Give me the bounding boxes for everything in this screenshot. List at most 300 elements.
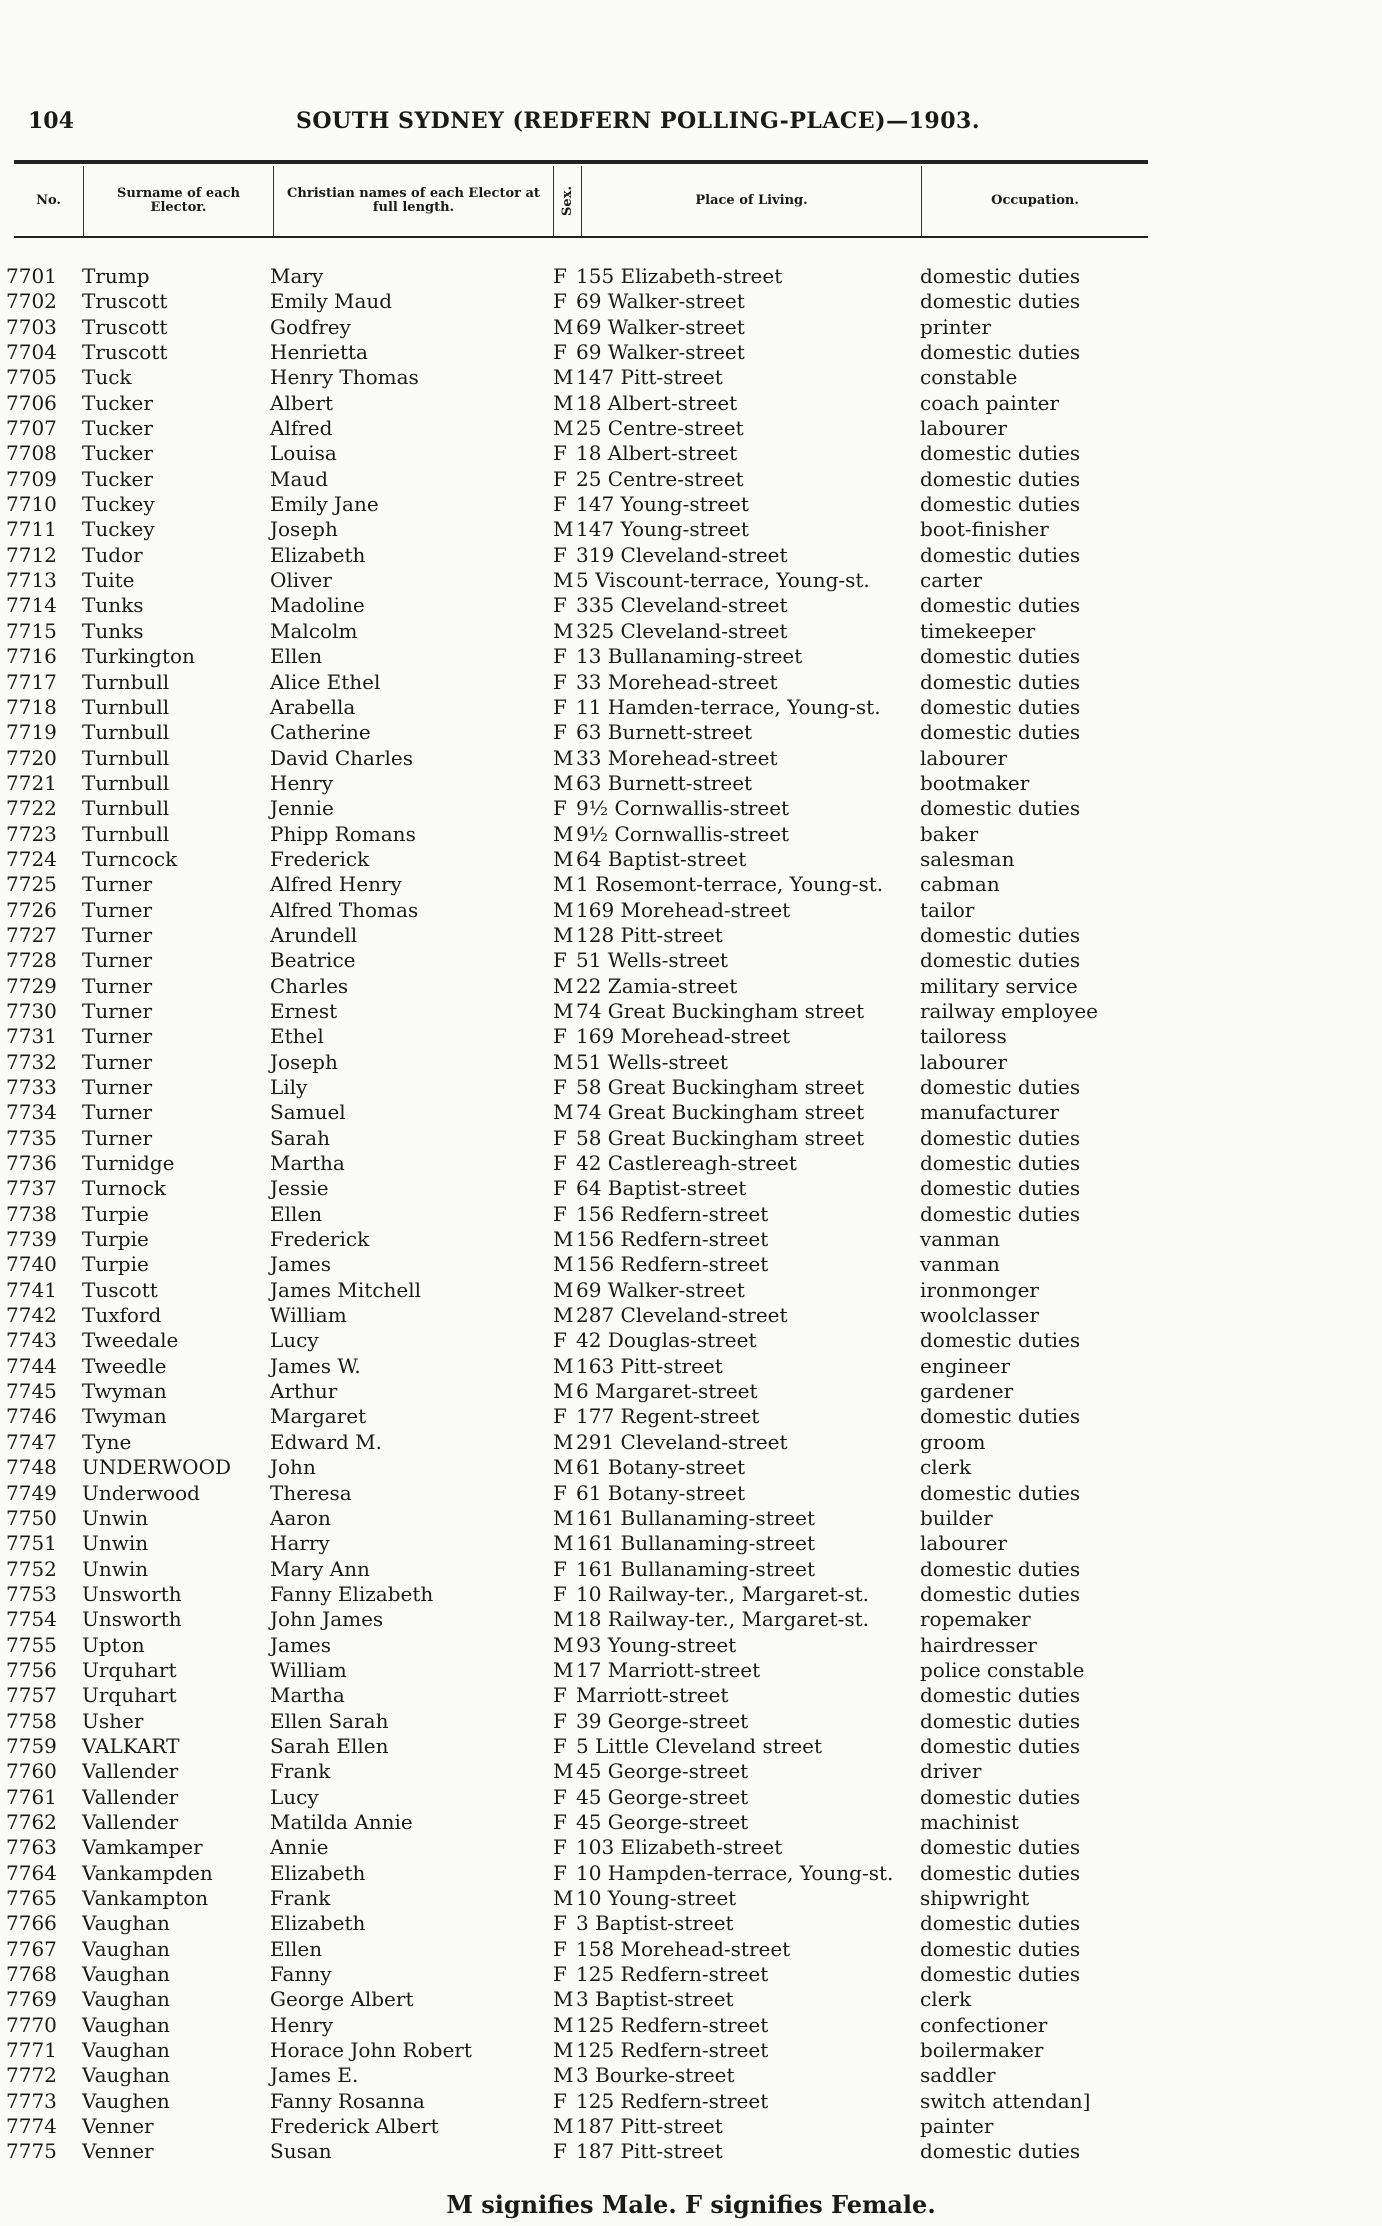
- elector-sex: M: [553, 390, 574, 415]
- elector-number: 7765: [6, 1886, 57, 1910]
- elector-surname: Turpie: [82, 1201, 149, 1226]
- table-row: [0, 1430, 1160, 1455]
- elector-sex: M: [553, 365, 574, 390]
- elector-sex: M: [553, 1379, 574, 1404]
- elector-sex: F: [553, 1936, 567, 1961]
- elector-number: 7706: [6, 390, 57, 415]
- column-header-christian-names: Christian names of each Elector at full length.: [274, 166, 554, 236]
- elector-sex: M: [553, 897, 574, 922]
- elector-sex: F: [553, 669, 567, 694]
- elector-christian-names: John: [270, 1455, 316, 1480]
- table-row: [0, 1709, 1160, 1734]
- elector-number: 7756: [6, 1657, 57, 1682]
- elector-surname: Vallender: [82, 1784, 179, 1809]
- table-row: [0, 1202, 1160, 1227]
- elector-number: 7726: [6, 897, 57, 922]
- elector-sex: F: [553, 1835, 567, 1860]
- elector-christian-names: Phipp Romans: [270, 821, 416, 846]
- elector-surname: Tuite: [82, 568, 135, 593]
- table-row: [0, 441, 1160, 466]
- elector-number: 7721: [6, 770, 57, 795]
- elector-place: 3 Baptist-street: [576, 1987, 734, 2012]
- elector-place: 11 Hamden-terrace, Young-st.: [576, 694, 881, 719]
- elector-occupation: labourer: [920, 1531, 1008, 1556]
- elector-occupation: ironmonger: [920, 1277, 1039, 1302]
- elector-number: 7703: [6, 314, 57, 339]
- table-row: [0, 1481, 1160, 1506]
- elector-place: 9½ Cornwallis-street: [576, 796, 790, 821]
- elector-place: 18 Albert-street: [576, 390, 738, 415]
- elector-surname: Turner: [82, 922, 153, 947]
- elector-sex: M: [553, 922, 574, 947]
- elector-sex: F: [553, 948, 567, 973]
- elector-christian-names: Ellen: [270, 1936, 323, 1961]
- table-row: [0, 1303, 1160, 1328]
- table-row: [0, 1100, 1160, 1125]
- elector-sex: F: [553, 694, 567, 719]
- elector-surname: Turner: [82, 948, 153, 973]
- elector-christian-names: Frederick: [270, 846, 370, 871]
- elector-occupation: domestic duties: [920, 1936, 1081, 1961]
- table-row: [0, 2114, 1160, 2139]
- elector-number: 7751: [6, 1531, 57, 1556]
- elector-place: 45 George-street: [576, 1809, 749, 1834]
- table-row: [0, 644, 1160, 669]
- elector-place: 5 Little Cleveland street: [576, 1733, 823, 1758]
- table-row: [0, 1633, 1160, 1658]
- elector-place: 147 Young-street: [576, 492, 749, 517]
- elector-occupation: groom: [920, 1429, 986, 1454]
- elector-sex: M: [553, 2038, 574, 2063]
- table-row: [0, 391, 1160, 416]
- elector-number: 7730: [6, 998, 57, 1023]
- elector-occupation: domestic duties: [920, 466, 1081, 491]
- elector-christian-names: David Charles: [270, 745, 413, 770]
- elector-number: 7744: [6, 1353, 57, 1378]
- elector-place: 147 Young-street: [576, 517, 749, 542]
- elector-occupation: shipwright: [920, 1886, 1030, 1910]
- elector-christian-names: Lucy: [270, 1328, 319, 1353]
- elector-number: 7771: [6, 2038, 57, 2063]
- elector-place: 9½ Cornwallis-street: [576, 821, 790, 846]
- elector-place: 33 Morehead-street: [576, 745, 778, 770]
- elector-occupation: carter: [920, 568, 983, 593]
- elector-place: 69 Walker-street: [576, 340, 745, 365]
- elector-occupation: tailoress: [920, 1024, 1007, 1049]
- elector-christian-names: Emily Maud: [270, 289, 393, 314]
- elector-place: 187 Pitt-street: [576, 2139, 723, 2164]
- elector-occupation: boilermaker: [920, 2038, 1044, 2063]
- elector-surname: Turnbull: [82, 770, 170, 795]
- elector-place: 128 Pitt-street: [576, 922, 723, 947]
- elector-sex: M: [553, 2063, 574, 2088]
- elector-place: 93 Young-street: [576, 1632, 737, 1657]
- elector-christian-names: Malcolm: [270, 618, 358, 643]
- table-row: [0, 1987, 1160, 2012]
- elector-occupation: domestic duties: [920, 1176, 1081, 1201]
- elector-christian-names: Charles: [270, 973, 349, 998]
- elector-number: 7704: [6, 340, 57, 365]
- table-row: [0, 1734, 1160, 1759]
- elector-number: 7750: [6, 1505, 57, 1530]
- elector-christian-names: Fanny Rosanna: [270, 2088, 425, 2113]
- elector-occupation: labourer: [920, 1049, 1008, 1074]
- table-row: [0, 1582, 1160, 1607]
- elector-occupation: domestic duties: [920, 1683, 1081, 1708]
- elector-place: 5 Viscount-terrace, Young-st.: [576, 568, 870, 593]
- elector-sex: M: [553, 872, 574, 897]
- elector-place: 42 Castlereagh-street: [576, 1151, 797, 1176]
- elector-sex: M: [553, 1531, 574, 1556]
- elector-christian-names: Theresa: [270, 1480, 352, 1505]
- elector-surname: Vaughan: [82, 1936, 170, 1961]
- table-row: [0, 1354, 1160, 1379]
- elector-number: 7722: [6, 796, 57, 821]
- elector-surname: Truscott: [82, 314, 168, 339]
- elector-surname: Vaughan: [82, 1962, 170, 1987]
- elector-christian-names: James: [270, 1252, 332, 1277]
- elector-place: 45 George-street: [576, 1759, 749, 1784]
- elector-occupation: bootmaker: [920, 770, 1030, 795]
- elector-surname: Turner: [82, 1125, 153, 1150]
- elector-christian-names: Maud: [270, 466, 329, 491]
- elector-occupation: railway employee: [920, 998, 1098, 1023]
- elector-surname: Turnbull: [82, 694, 170, 719]
- elector-number: 7710: [6, 492, 57, 517]
- elector-occupation: builder: [920, 1505, 993, 1530]
- elector-christian-names: Edward M.: [270, 1429, 383, 1454]
- elector-christian-names: Sarah: [270, 1125, 330, 1150]
- elector-place: 33 Morehead-street: [576, 669, 778, 694]
- elector-number: 7739: [6, 1227, 57, 1252]
- elector-place: 156 Redfern-street: [576, 1227, 769, 1252]
- table-row: [0, 568, 1160, 593]
- elector-surname: Turnbull: [82, 821, 170, 846]
- table-row: [0, 771, 1160, 796]
- elector-surname: Usher: [82, 1708, 144, 1733]
- elector-place: 335 Cleveland-street: [576, 593, 788, 618]
- elector-sex: M: [553, 1759, 574, 1784]
- elector-place: 69 Walker-street: [576, 314, 745, 339]
- elector-sex: F: [553, 644, 567, 669]
- elector-place: 125 Redfern-street: [576, 2012, 769, 2037]
- elector-number: 7761: [6, 1784, 57, 1809]
- elector-surname: Unwin: [82, 1531, 149, 1556]
- elector-place: 51 Wells-street: [576, 1049, 728, 1074]
- table-row: [0, 974, 1160, 999]
- elector-sex: M: [553, 1049, 574, 1074]
- table-row: [0, 720, 1160, 745]
- elector-surname: Tucker: [82, 441, 153, 466]
- elector-occupation: domestic duties: [920, 948, 1081, 973]
- elector-occupation: domestic duties: [920, 669, 1081, 694]
- elector-place: 161 Bullanaming-street: [576, 1531, 816, 1556]
- elector-number: 7733: [6, 1075, 57, 1099]
- elector-christian-names: Oliver: [270, 568, 332, 593]
- elector-occupation: labourer: [920, 745, 1008, 770]
- elector-place: 147 Pitt-street: [576, 365, 723, 390]
- elector-christian-names: Madoline: [270, 593, 365, 618]
- elector-christian-names: Catherine: [270, 720, 371, 745]
- elector-sex: M: [553, 1227, 574, 1252]
- elector-christian-names: Elizabeth: [270, 542, 366, 567]
- elector-sex: M: [553, 1252, 574, 1277]
- elector-christian-names: Samuel: [270, 1100, 346, 1125]
- header-rule: [14, 160, 1148, 164]
- elector-occupation: domestic duties: [920, 694, 1081, 719]
- elector-place: 13 Bullanaming-street: [576, 644, 803, 669]
- elector-christian-names: Ellen Sarah: [270, 1708, 389, 1733]
- elector-sex: F: [553, 796, 567, 821]
- elector-surname: Tuck: [82, 365, 132, 390]
- table-row: [0, 2089, 1160, 2114]
- table-row: [0, 1278, 1160, 1303]
- elector-occupation: domestic duties: [920, 1733, 1081, 1758]
- table-row: [0, 796, 1160, 821]
- elector-place: 1 Rosemont-terrace, Young-st.: [576, 872, 884, 897]
- elector-christian-names: George Albert: [270, 1987, 414, 2012]
- elector-place: 58 Great Buckingham street: [576, 1075, 865, 1099]
- table-row: [0, 1658, 1160, 1683]
- elector-christian-names: Albert: [270, 390, 334, 415]
- elector-number: 7719: [6, 720, 57, 745]
- elector-number: 7769: [6, 1987, 57, 2012]
- table-row: [0, 264, 1160, 289]
- elector-number: 7753: [6, 1581, 57, 1606]
- elector-christian-names: Alfred Thomas: [270, 897, 419, 922]
- elector-place: 18 Albert-street: [576, 441, 738, 466]
- elector-place: 6 Margaret-street: [576, 1379, 758, 1404]
- elector-place: 187 Pitt-street: [576, 2114, 723, 2139]
- elector-sex: F: [553, 1809, 567, 1834]
- elector-number: 7754: [6, 1607, 57, 1632]
- elector-christian-names: Louisa: [270, 441, 337, 466]
- elector-occupation: military service: [920, 973, 1078, 998]
- elector-place: 63 Burnett-street: [576, 720, 753, 745]
- elector-place: 51 Wells-street: [576, 948, 728, 973]
- elector-table: [0, 264, 1160, 2165]
- elector-christian-names: Joseph: [270, 517, 338, 542]
- elector-number: 7773: [6, 2088, 57, 2113]
- elector-surname: Vankampden: [82, 1860, 213, 1885]
- elector-sex: M: [553, 517, 574, 542]
- table-row: [0, 2038, 1160, 2063]
- elector-sex: M: [553, 1277, 574, 1302]
- elector-christian-names: Henry: [270, 2012, 334, 2037]
- elector-sex: F: [553, 1328, 567, 1353]
- elector-occupation: domestic duties: [920, 542, 1081, 567]
- elector-surname: Turner: [82, 872, 153, 897]
- elector-sex: M: [553, 745, 574, 770]
- elector-place: 18 Railway-ter., Margaret-st.: [576, 1607, 869, 1632]
- elector-number: 7772: [6, 2063, 57, 2088]
- elector-number: 7767: [6, 1936, 57, 1961]
- elector-christian-names: Beatrice: [270, 948, 356, 973]
- elector-sex: M: [553, 973, 574, 998]
- elector-christian-names: Margaret: [270, 1404, 367, 1429]
- elector-occupation: domestic duties: [920, 1151, 1081, 1176]
- table-row: [0, 1176, 1160, 1201]
- elector-sex: M: [553, 2012, 574, 2037]
- elector-number: 7763: [6, 1835, 57, 1860]
- elector-sex: M: [553, 1429, 574, 1454]
- elector-sex: M: [553, 1455, 574, 1480]
- elector-surname: Urquhart: [82, 1657, 177, 1682]
- elector-place: 163 Pitt-street: [576, 1353, 723, 1378]
- elector-christian-names: Arthur: [270, 1379, 338, 1404]
- elector-place: 58 Great Buckingham street: [576, 1125, 865, 1150]
- elector-surname: Turnidge: [82, 1151, 175, 1176]
- elector-surname: Turner: [82, 1100, 153, 1125]
- elector-number: 7764: [6, 1860, 57, 1885]
- table-row: [0, 1379, 1160, 1404]
- footer-note: M signifies Male. F signifies Female.: [446, 2190, 936, 2219]
- elector-number: 7768: [6, 1962, 57, 1987]
- elector-place: 25 Centre-street: [576, 416, 744, 441]
- elector-number: 7738: [6, 1201, 57, 1226]
- elector-christian-names: Frank: [270, 1886, 331, 1910]
- elector-number: 7745: [6, 1379, 57, 1404]
- elector-number: 7729: [6, 973, 57, 998]
- elector-place: 3 Bourke-street: [576, 2063, 735, 2088]
- table-row: [0, 1075, 1160, 1100]
- table-row: [0, 315, 1160, 340]
- elector-sex: M: [553, 1657, 574, 1682]
- elector-place: 156 Redfern-street: [576, 1252, 769, 1277]
- elector-christian-names: Lucy: [270, 1784, 319, 1809]
- elector-place: 103 Elizabeth-street: [576, 1835, 783, 1860]
- elector-place: 325 Cleveland-street: [576, 618, 788, 643]
- elector-place: 155 Elizabeth-street: [576, 264, 783, 288]
- column-header-occupation: Occupation.: [991, 193, 1079, 208]
- elector-occupation: domestic duties: [920, 1784, 1081, 1809]
- elector-surname: Turner: [82, 1024, 153, 1049]
- elector-number: 7701: [6, 264, 57, 288]
- elector-number: 7746: [6, 1404, 57, 1429]
- elector-surname: Unsworth: [82, 1607, 182, 1632]
- table-row: [0, 593, 1160, 618]
- table-row: [0, 1328, 1160, 1353]
- elector-number: 7716: [6, 644, 57, 669]
- elector-occupation: domestic duties: [920, 1835, 1081, 1860]
- elector-surname: Twyman: [82, 1379, 167, 1404]
- elector-occupation: domestic duties: [920, 1962, 1081, 1987]
- elector-occupation: painter: [920, 2114, 994, 2139]
- table-row: [0, 999, 1160, 1024]
- table-row: [0, 898, 1160, 923]
- elector-sex: M: [553, 1505, 574, 1530]
- elector-christian-names: Frank: [270, 1759, 331, 1784]
- table-row: [0, 1683, 1160, 1708]
- elector-surname: Vaughan: [82, 1987, 170, 2012]
- elector-sex: M: [553, 314, 574, 339]
- elector-christian-names: James Mitchell: [270, 1277, 421, 1302]
- elector-number: 7770: [6, 2012, 57, 2037]
- table-row: [0, 1050, 1160, 1075]
- elector-sex: F: [553, 1733, 567, 1758]
- elector-surname: Turnbull: [82, 720, 170, 745]
- elector-number: 7775: [6, 2139, 57, 2164]
- table-row: [0, 1024, 1160, 1049]
- elector-number: 7758: [6, 1708, 57, 1733]
- elector-place: 45 George-street: [576, 1784, 749, 1809]
- elector-occupation: confectioner: [920, 2012, 1048, 2037]
- elector-christian-names: Jennie: [270, 796, 334, 821]
- elector-occupation: domestic duties: [920, 492, 1081, 517]
- elector-occupation: domestic duties: [920, 1075, 1081, 1099]
- elector-occupation: manufacturer: [920, 1100, 1060, 1125]
- elector-occupation: ropemaker: [920, 1607, 1031, 1632]
- elector-surname: Tucker: [82, 390, 153, 415]
- elector-number: 7734: [6, 1100, 57, 1125]
- elector-christian-names: James: [270, 1632, 332, 1657]
- page-title: SOUTH SYDNEY (REDFERN POLLING-PLACE)—1903.: [296, 108, 980, 134]
- elector-occupation: domestic duties: [920, 441, 1081, 466]
- elector-surname: Turner: [82, 1049, 153, 1074]
- elector-christian-names: Joseph: [270, 1049, 338, 1074]
- elector-surname: Turnbull: [82, 669, 170, 694]
- elector-occupation: vanman: [920, 1252, 1000, 1277]
- elector-sex: M: [553, 1100, 574, 1125]
- elector-number: 7762: [6, 1809, 57, 1834]
- elector-christian-names: Emily Jane: [270, 492, 379, 517]
- elector-christian-names: William: [270, 1657, 347, 1682]
- elector-christian-names: James E.: [270, 2063, 359, 2088]
- table-row: [0, 1404, 1160, 1429]
- elector-occupation: engineer: [920, 1353, 1011, 1378]
- elector-surname: Vamkamper: [82, 1835, 203, 1860]
- elector-christian-names: Annie: [270, 1835, 329, 1860]
- elector-sex: M: [553, 998, 574, 1023]
- table-row: [0, 822, 1160, 847]
- elector-surname: Tucker: [82, 416, 153, 441]
- elector-christian-names: Elizabeth: [270, 1860, 366, 1885]
- table-row: [0, 1785, 1160, 1810]
- elector-number: 7702: [6, 289, 57, 314]
- elector-surname: Turncock: [82, 846, 178, 871]
- elector-christian-names: Horace John Robert: [270, 2038, 472, 2063]
- elector-sex: F: [553, 1404, 567, 1429]
- elector-surname: Truscott: [82, 340, 168, 365]
- table-row: [0, 847, 1160, 872]
- table-row: [0, 543, 1160, 568]
- elector-sex: F: [553, 1480, 567, 1505]
- elector-surname: Tunks: [82, 593, 144, 618]
- elector-christian-names: Mary: [270, 264, 324, 288]
- table-row: [0, 1252, 1160, 1277]
- elector-number: 7747: [6, 1429, 57, 1454]
- elector-occupation: domestic duties: [920, 1581, 1081, 1606]
- elector-sex: F: [553, 1176, 567, 1201]
- elector-surname: Tyne: [82, 1429, 132, 1454]
- elector-place: 64 Baptist-street: [576, 1176, 747, 1201]
- elector-sex: M: [553, 821, 574, 846]
- elector-sex: F: [553, 1911, 567, 1936]
- elector-christian-names: Frederick: [270, 1227, 370, 1252]
- table-row: [0, 1810, 1160, 1835]
- elector-place: 42 Douglas-street: [576, 1328, 757, 1353]
- elector-occupation: driver: [920, 1759, 982, 1784]
- elector-sex: F: [553, 542, 567, 567]
- elector-christian-names: Fanny: [270, 1962, 332, 1987]
- elector-occupation: saddler: [920, 2063, 996, 2088]
- elector-place: 10 Railway-ter., Margaret-st.: [576, 1581, 869, 1606]
- elector-occupation: machinist: [920, 1809, 1019, 1834]
- table-row: [0, 1531, 1160, 1556]
- elector-sex: F: [553, 1860, 567, 1885]
- elector-place: 74 Great Buckingham street: [576, 1100, 865, 1125]
- elector-sex: F: [553, 466, 567, 491]
